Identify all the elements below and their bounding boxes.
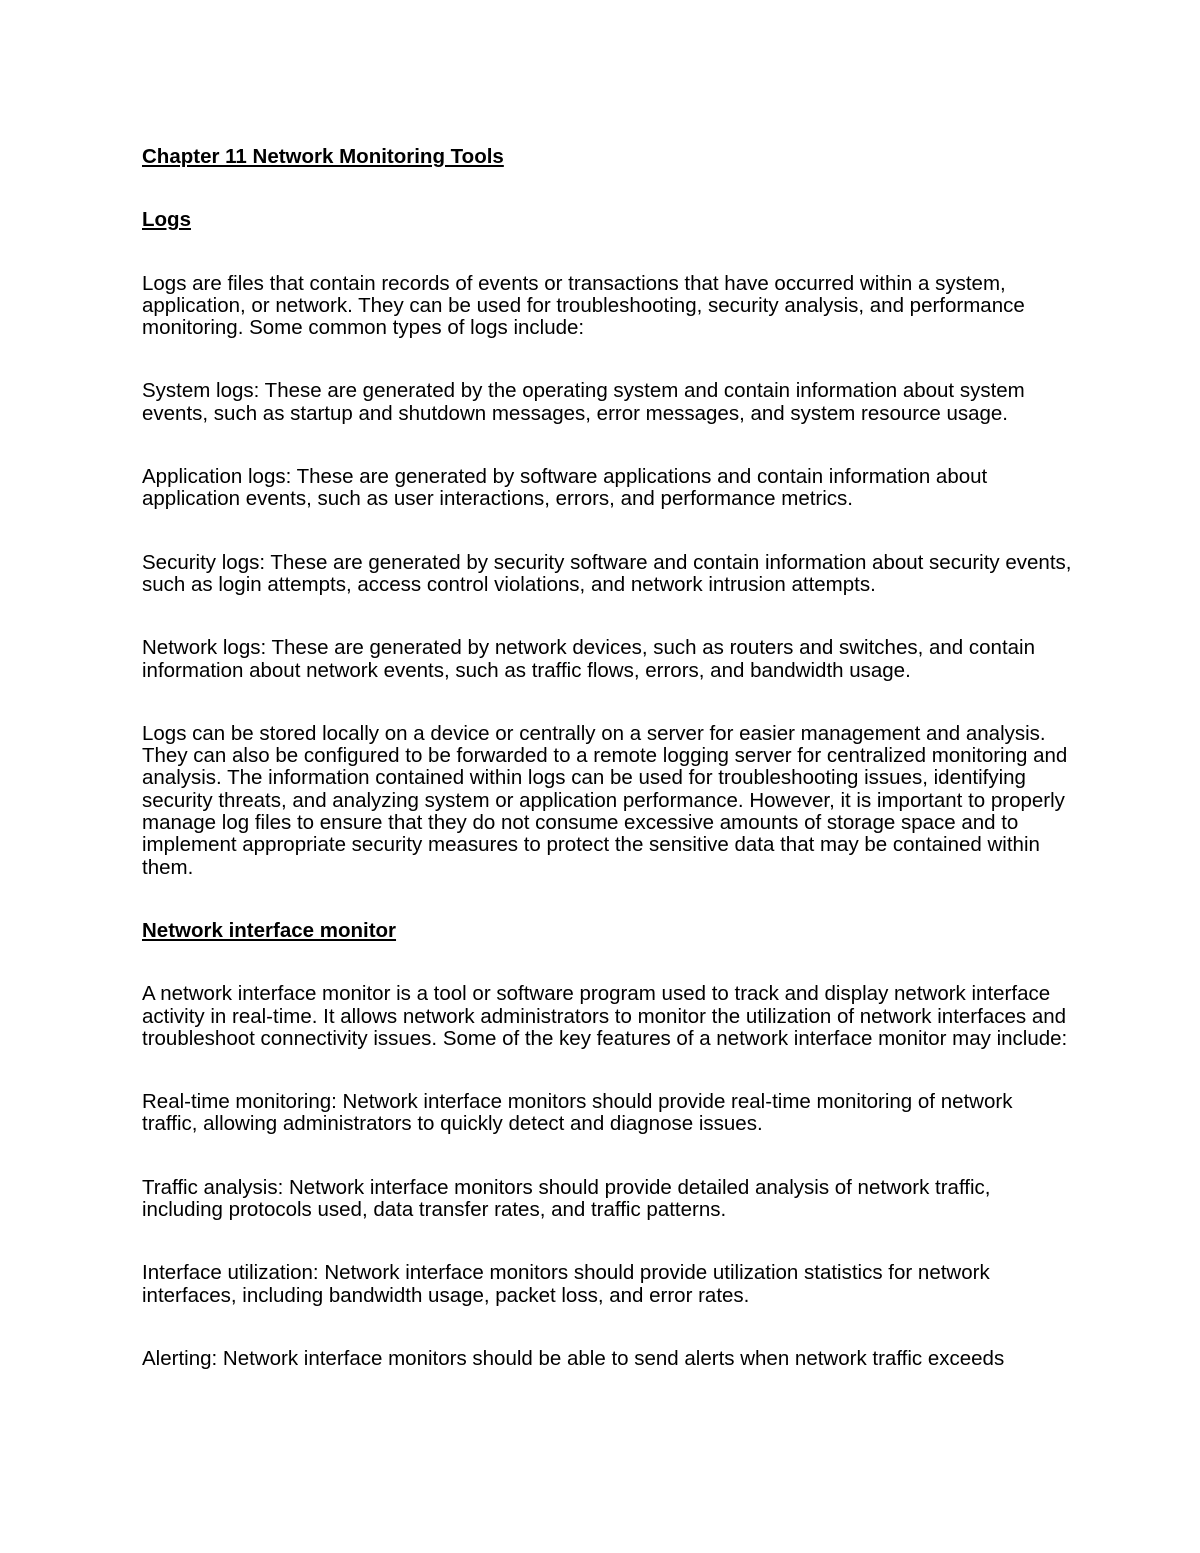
traffic-analysis-paragraph: Traffic analysis: Network interface monitors should provide detailed analysis of network traffic, including protocols used, data transfer rates, and traffic patterns. (142, 1175, 991, 1222)
application-logs-paragraph: Application logs: These are generated by software applications and contain information about application events, such as user interactions, errors, and performance metrics. (142, 465, 988, 511)
logs-storage-paragraph: Logs can be stored locally on a device or centrally on a server for easier management and analysis. They can also be configured to be forwarded to a remote logging server for centralized monitoring and analysis. The information contained within logs can be used for troubleshooting issues, identifying security threats, and analyzing system or application performance. However, it is important to properly manage log files to ensure that they do not consume excessive amounts of storage space and to implement appropriate security measures to protect the sensitive data that may be contained within them. (142, 721, 1068, 879)
logs-intro-paragraph: Logs are files that contain records of events or transactions that have occurred within a system, application, or network. They can be used for troubleshooting, security analysis, and performance monitoring. Some common types of logs include: (142, 271, 1025, 340)
chapter-title: Chapter 11 Network Monitoring Tools (142, 145, 504, 168)
alerting-paragraph: Alerting: Network interface monitors should be able to send alerts when network traffic exceeds (142, 1346, 1005, 1370)
system-logs-paragraph: System logs: These are generated by the operating system and contain information about system events, such as startup and shutdown messages, error messages, and system resource usage. (142, 379, 1025, 425)
document-body (142, 146, 1072, 1370)
network-logs-paragraph: Network logs: These are generated by network devices, such as routers and switches, and contain information about network events, such as traffic flows, errors, and bandwidth usage. (142, 636, 1035, 682)
security-logs-paragraph: Security logs: These are generated by security software and contain information about security events, such as login attempts, access control violations, and network intrusion attempts. (142, 550, 1072, 596)
interface-utilization-paragraph: Interface utilization: Network interface monitors should provide utilization statistics for network interfaces, including bandwidth usage, packet loss, and error rates. (142, 1261, 990, 1307)
section-heading-logs: Logs (142, 208, 191, 232)
section-heading-network-interface-monitor: Network interface monitor (142, 918, 397, 942)
realtime-monitoring-paragraph: Real-time monitoring: Network interface monitors should provide real-time monitoring of network traffic, allowing administrators to quickly detect and diagnose issues. (142, 1090, 1013, 1136)
nim-intro-paragraph: A network interface monitor is a tool or software program used to track and display network interface activity in real-time. It allows network administrators to monitor the utilization of network interfaces and troubleshoot connectivity issues. Some of the key features of a network interface monitor may include: (142, 982, 1068, 1050)
